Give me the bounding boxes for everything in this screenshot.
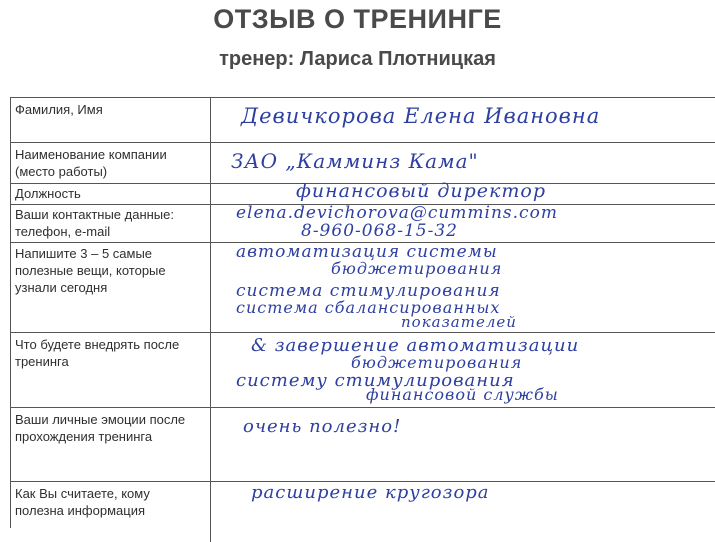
handwritten-implement-4: финансовой службы: [366, 385, 559, 404]
page-subtitle: тренер: Лариса Плотницкая: [219, 48, 496, 70]
form-row-audience: [11, 482, 715, 542]
handwritten-audience: расширение кругозора: [251, 482, 490, 503]
handwritten-name: Девичкорова Елена Ивановна: [241, 104, 601, 128]
field-label-name: Фамилия, Имя: [15, 102, 103, 117]
field-label-position: Должность: [15, 186, 81, 201]
handwritten-useful-5: показателей: [401, 313, 517, 331]
page-title: ОТЗЫВ О ТРЕНИНГЕ: [213, 4, 502, 34]
form-row-implement: [11, 333, 715, 408]
handwritten-implement-1: & завершение автоматизации: [251, 335, 580, 356]
form-row-company: [11, 143, 715, 184]
handwritten-emotions: очень полезно!: [243, 416, 402, 437]
field-label-audience: Как Вы считаете, кому полезна информация: [15, 486, 150, 518]
form-row-useful: [11, 243, 715, 333]
handwritten-useful-4: система сбалансированных: [236, 298, 501, 317]
form-row-emotions: [11, 408, 715, 482]
handwritten-implement-3: систему стимулирования: [236, 370, 515, 391]
handwritten-phone: 8-960-068-15-32: [301, 221, 458, 241]
handwritten-useful-2: бюджетирования: [331, 259, 503, 278]
field-label-emotions: Ваши личные эмоции после прохождения тренинга: [15, 412, 186, 444]
handwritten-implement-2: бюджетирования: [351, 353, 523, 372]
handwritten-position: финансовый директор: [296, 180, 547, 202]
field-label-contacts: Ваши контактные данные: телефон, e-mail: [15, 207, 174, 239]
feedback-form: [10, 97, 715, 528]
handwritten-useful-3: система стимулирования: [236, 281, 501, 301]
form-row-position: [11, 180, 715, 205]
field-label-implement: Что будете внедрять после тренинга: [15, 337, 180, 369]
form-row-contacts: [11, 205, 715, 243]
field-label-company: Наименование компании (место работы): [15, 147, 167, 179]
handwritten-useful-1: автоматизация системы: [236, 242, 498, 262]
handwritten-company: ЗАО „Камминз Кама": [231, 149, 479, 173]
field-label-useful: Напишите 3 – 5 самые полезные вещи, которые узнали сегодня: [15, 246, 166, 295]
form-row-name: [11, 98, 715, 143]
handwritten-email: elena.devichorova@cummins.com: [236, 203, 558, 223]
